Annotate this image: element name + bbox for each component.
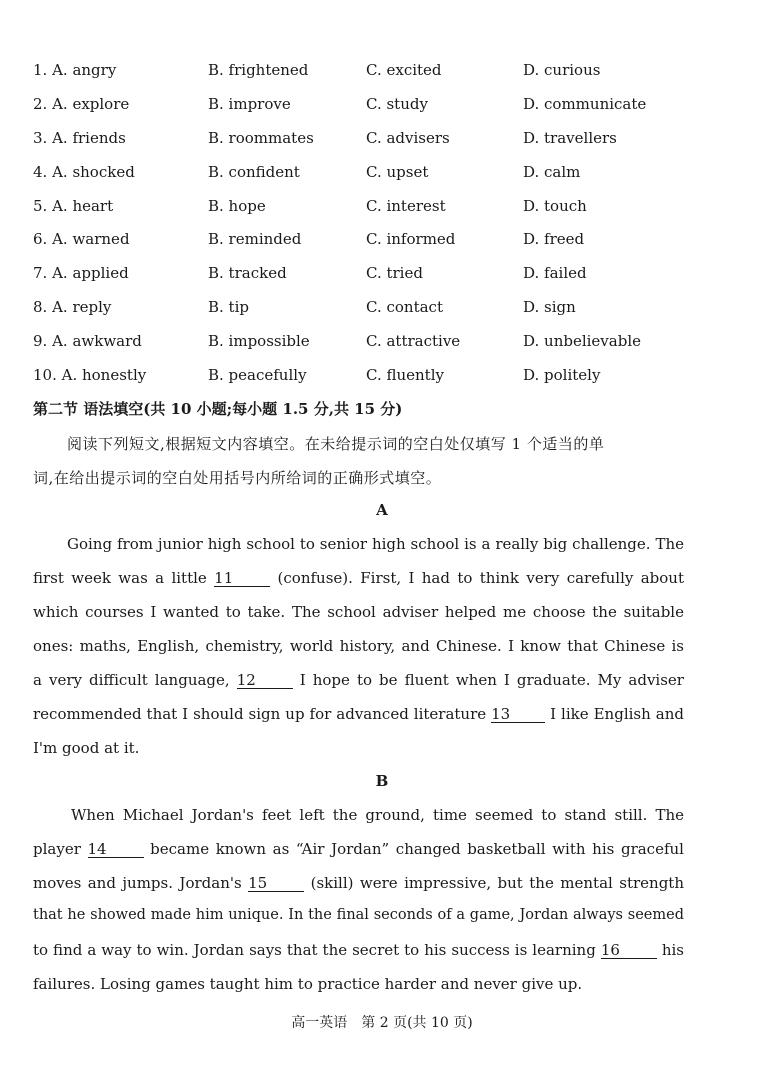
option-row <box>0 163 764 187</box>
passage-a-heading: A <box>376 501 388 519</box>
option-c: C. contact <box>366 298 443 316</box>
option-a: 10. A. honestly <box>33 366 147 384</box>
blank-13[interactable]: 13 <box>491 706 545 723</box>
option-d: D. communicate <box>523 95 647 113</box>
option-row <box>0 332 764 356</box>
option-c: C. advisers <box>366 129 450 147</box>
option-d: D. politely <box>523 366 601 384</box>
option-row <box>0 129 764 153</box>
option-row <box>0 298 764 322</box>
option-b: B. impossible <box>208 332 310 350</box>
blank-14[interactable]: 14 <box>88 841 144 858</box>
option-b: B. reminded <box>208 230 302 248</box>
page-footer: 高一英语 第 2 页(共 10 页) <box>291 1015 473 1031</box>
option-c: C. interest <box>366 197 446 215</box>
option-row <box>0 366 764 390</box>
option-a: 5. A. heart <box>33 197 114 215</box>
option-a: 8. A. reply <box>33 298 112 316</box>
option-b: B. confident <box>208 163 300 181</box>
passage-b-heading: B <box>375 772 389 790</box>
option-row <box>0 230 764 254</box>
passage-line: that he showed made him unique. In the final seconds of a game, Jordan always seemed <box>33 907 684 923</box>
passage-line: a very difficult language, 12 I hope to be fluent when I graduate. My adviser <box>33 671 684 689</box>
option-c: C. study <box>366 95 428 113</box>
option-a: 9. A. awkward <box>33 332 142 350</box>
section-title: 第二节 语法填空(共 10 小题;每小题 1.5 分,共 15 分) <box>33 400 403 418</box>
option-b: B. roommates <box>208 129 314 147</box>
instructions-line: 阅读下列短文,根据短文内容填空。在未给提示词的空白处仅填写 1 个适当的单 <box>67 435 605 453</box>
option-row <box>0 197 764 221</box>
option-c: C. excited <box>366 61 442 79</box>
option-c: C. upset <box>366 163 429 181</box>
option-d: D. failed <box>523 264 587 282</box>
blank-15[interactable]: 15 <box>248 875 304 892</box>
option-a: 6. A. warned <box>33 230 130 248</box>
option-row <box>0 95 764 119</box>
option-a: 3. A. friends <box>33 129 126 147</box>
option-b: B. peacefully <box>208 366 307 384</box>
option-d: D. freed <box>523 230 585 248</box>
passage-line: recommended that I should sign up for advanced literature 13 I like English and <box>33 705 684 723</box>
option-d: D. travellers <box>523 129 617 147</box>
option-d: D. calm <box>523 163 581 181</box>
option-b: B. tracked <box>208 264 287 282</box>
option-row <box>0 264 764 288</box>
passage-line: ones: maths, English, chemistry, world history, and Chinese. I know that Chinese is <box>33 637 684 655</box>
blank-16[interactable]: 16 <box>601 942 657 959</box>
option-d: D. curious <box>523 61 601 79</box>
passage-line: first week was a little 11 (confuse). First, I had to think very carefully about <box>33 569 684 587</box>
option-b: B. hope <box>208 197 266 215</box>
option-c: C. informed <box>366 230 456 248</box>
passage-line: I'm good at it. <box>33 739 140 757</box>
passage-line: moves and jumps. Jordan's 15 (skill) were impressive, but the mental strength <box>33 874 684 892</box>
option-d: D. unbelievable <box>523 332 641 350</box>
option-d: D. sign <box>523 298 576 316</box>
passage-line: failures. Losing games taught him to practice harder and never give up. <box>33 975 583 993</box>
option-a: 2. A. explore <box>33 95 130 113</box>
option-row <box>0 61 764 85</box>
passage-line: Going from junior high school to senior high school is a really big challenge. The <box>67 535 684 553</box>
option-d: D. touch <box>523 197 587 215</box>
option-c: C. attractive <box>366 332 461 350</box>
blank-12[interactable]: 12 <box>237 672 293 689</box>
option-a: 4. A. shocked <box>33 163 135 181</box>
option-c: C. tried <box>366 264 423 282</box>
option-a: 1. A. angry <box>33 61 117 79</box>
option-b: B. frightened <box>208 61 309 79</box>
passage-line: to find a way to win. Jordan says that the secret to his success is learning 16 his <box>33 941 684 959</box>
option-b: B. improve <box>208 95 291 113</box>
instructions-line: 词,在给出提示词的空白处用括号内所给词的正确形式填空。 <box>33 469 442 487</box>
option-a: 7. A. applied <box>33 264 129 282</box>
option-b: B. tip <box>208 298 249 316</box>
option-c: C. fluently <box>366 366 444 384</box>
passage-line: When Michael Jordan's feet left the ground, time seemed to stand still. The <box>71 806 684 824</box>
passage-line: player 14 became known as “Air Jordan” changed basketball with his graceful <box>33 840 684 858</box>
passage-line: which courses I wanted to take. The school adviser helped me choose the suitable <box>33 603 684 621</box>
blank-11[interactable]: 11 <box>214 570 270 587</box>
